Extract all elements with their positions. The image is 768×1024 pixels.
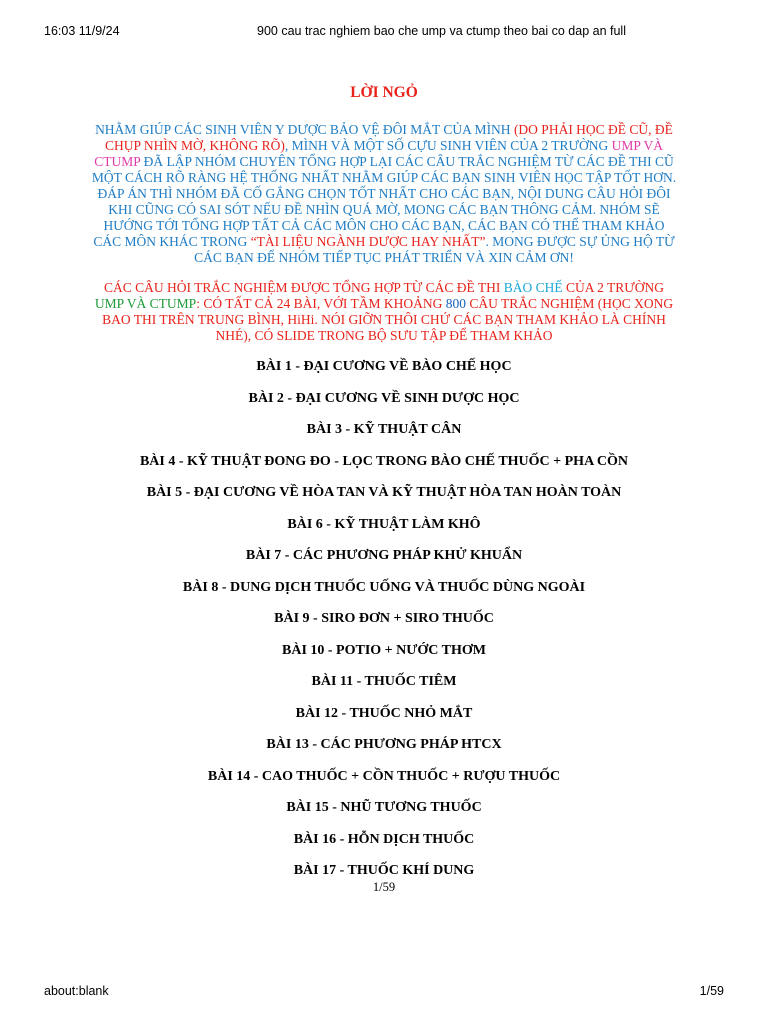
intro-text-run: CÂU TRẮC NGHIỆM (HỌC XONG BAO THI TRÊN TRUNG BÌNH, HiHi. NÓI GIỠN THÔI CHỨ CÁC BẠN THAM KHẢO LÀ CHÍNH NHÉ), CÓ SLIDE TRONG BỘ SƯU TẬP ĐỂ THAM KHẢO [102,296,674,343]
intro-text-run: UMP VÀ CTUMP [94,138,663,169]
document-title: LỜI NGỎ [350,84,418,101]
intro-text-run: ĐÃ LẬP NHÓM CHUYÊN TỔNG HỢP LẠI CÁC CÂU TRẮC NGHIỆM TỪ CÁC ĐỀ THI CŨ MỘT CÁCH RÕ RÀNG HỆ THỐNG NHẤT NHẰM GIÚP CÁC BẠN SINH VIÊN HỌC TẬP TỐT HƠN. ĐÁP ÁN THÌ NHÓM ĐÃ CỐ GẮNG CHỌN TỐT NHẤT CHO CÁC BẠN, NỘI DUNG CÂU HỎI ĐÔI KHI CŨNG CÓ SAI SÓT NẾU ĐỀ NHÌN QUÁ MỜ, MONG CÁC BẠN THÔNG CẢM. NHÓM SẼ HƯỚNG TỚI TỔNG HỢP TẤT CẢ CÁC MÔN CHO CÁC BẠN, CÁC BẠN CÓ THỂ THAM KHẢO CÁC MÔN KHÁC TRONG [91,154,677,249]
lesson-title: BÀI 11 - THUỐC TIÊM [311,674,457,689]
lesson-title: BÀI 17 - THUỐC KHÍ DUNG [293,863,475,878]
lesson-title: BÀI 13 - CÁC PHƯƠNG PHÁP HTCX [266,737,502,752]
lesson-title: BÀI 12 - THUỐC NHỎ MẮT [295,705,473,721]
intro-text-run: “TÀI LIỆU NGÀNH DƯỢC HAY NHẤT” [250,234,486,249]
intro-text-run: 800 [445,296,466,311]
intro-text-run: : CÓ TẤT CẢ 24 BÀI, VỚI TẦM KHOẢNG [196,296,446,311]
lesson-title: BÀI 14 - CAO THUỐC + CỒN THUỐC + RƯỢU THUỐC [207,768,561,784]
footer-page-count: 1/59 [699,984,724,998]
lesson-title: BÀI 7 - CÁC PHƯƠNG PHÁP KHỬ KHUẨN [245,548,523,563]
lesson-title: BÀI 1 - ĐẠI CƯƠNG VỀ BÀO CHẾ HỌC [256,359,512,374]
print-document-title: 900 cau trac nghiem bao che ump va ctump theo bai co dap an full [257,24,626,38]
intro-text-run: CỦA 2 TRƯỜNG [562,280,664,295]
intro-text-run: , MÌNH VÀ MỘT SỐ CỰU SINH VIÊN CỦA 2 TRƯỜNG [284,138,612,153]
footer-url: about:blank [44,984,109,998]
intro-text-run: . MONG ĐƯỢC SỰ ỦNG HỘ TỪ CÁC BẠN ĐỂ NHÓM TIẾP TỤC PHÁT TRIỂN VÀ XIN CẢM ƠN! [194,234,675,265]
document-body [90,84,678,894]
intro-text-run: UMP VÀ CTUMP [94,296,197,311]
intro-text-run: BÀO CHẾ [503,280,563,295]
lesson-title: BÀI 3 - KỸ THUẬT CÂN [306,422,462,437]
intro-text-run: CÁC CÂU HỎI TRẮC NGHIỆM ĐƯỢC TỔNG HỢP TỪ CÁC ĐỀ THI [104,280,504,295]
intro-text-run: NHẰM GIÚP CÁC SINH VIÊN Y DƯỢC BẢO VỆ ĐÔI MẮT CỦA MÌNH [95,122,514,137]
lesson-title: BÀI 6 - KỸ THUẬT LÀM KHÔ [287,516,481,532]
lesson-list [90,358,678,894]
lesson-title: BÀI 8 - DUNG DỊCH THUỐC UỐNG VÀ THUỐC DÙNG NGOÀI [182,579,586,595]
lesson-title: BÀI 10 - POTIO + NƯỚC THƠM [282,642,486,658]
lesson-title: BÀI 9 - SIRO ĐƠN + SIRO THUỐC [274,611,494,626]
page-number: 1/59 [372,880,396,894]
intro-paragraph-2 [90,280,678,344]
print-datetime: 16:03 11/9/24 [44,24,120,38]
intro-paragraph-1 [90,122,678,266]
lesson-title: BÀI 16 - HỖN DỊCH THUỐC [293,831,475,847]
intro-text-run: (DO PHẢI HỌC ĐỀ CŨ, ĐỀ CHỤP NHÌN MỜ, KHÔNG RÕ) [104,122,673,153]
print-header [0,24,768,44]
lesson-title: BÀI 2 - ĐẠI CƯƠNG VỀ SINH DƯỢC HỌC [248,390,520,406]
lesson-title: BÀI 15 - NHŨ TƯƠNG THUỐC [286,800,482,815]
lesson-title: BÀI 4 - KỸ THUẬT ĐONG ĐO - LỌC TRONG BÀO CHẾ THUỐC + PHA CỒN [139,453,629,469]
lesson-title: BÀI 5 - ĐẠI CƯƠNG VỀ HÒA TAN VÀ KỸ THUẬT HÒA TAN HOÀN TOÀN [146,485,622,500]
print-footer [0,984,768,1004]
